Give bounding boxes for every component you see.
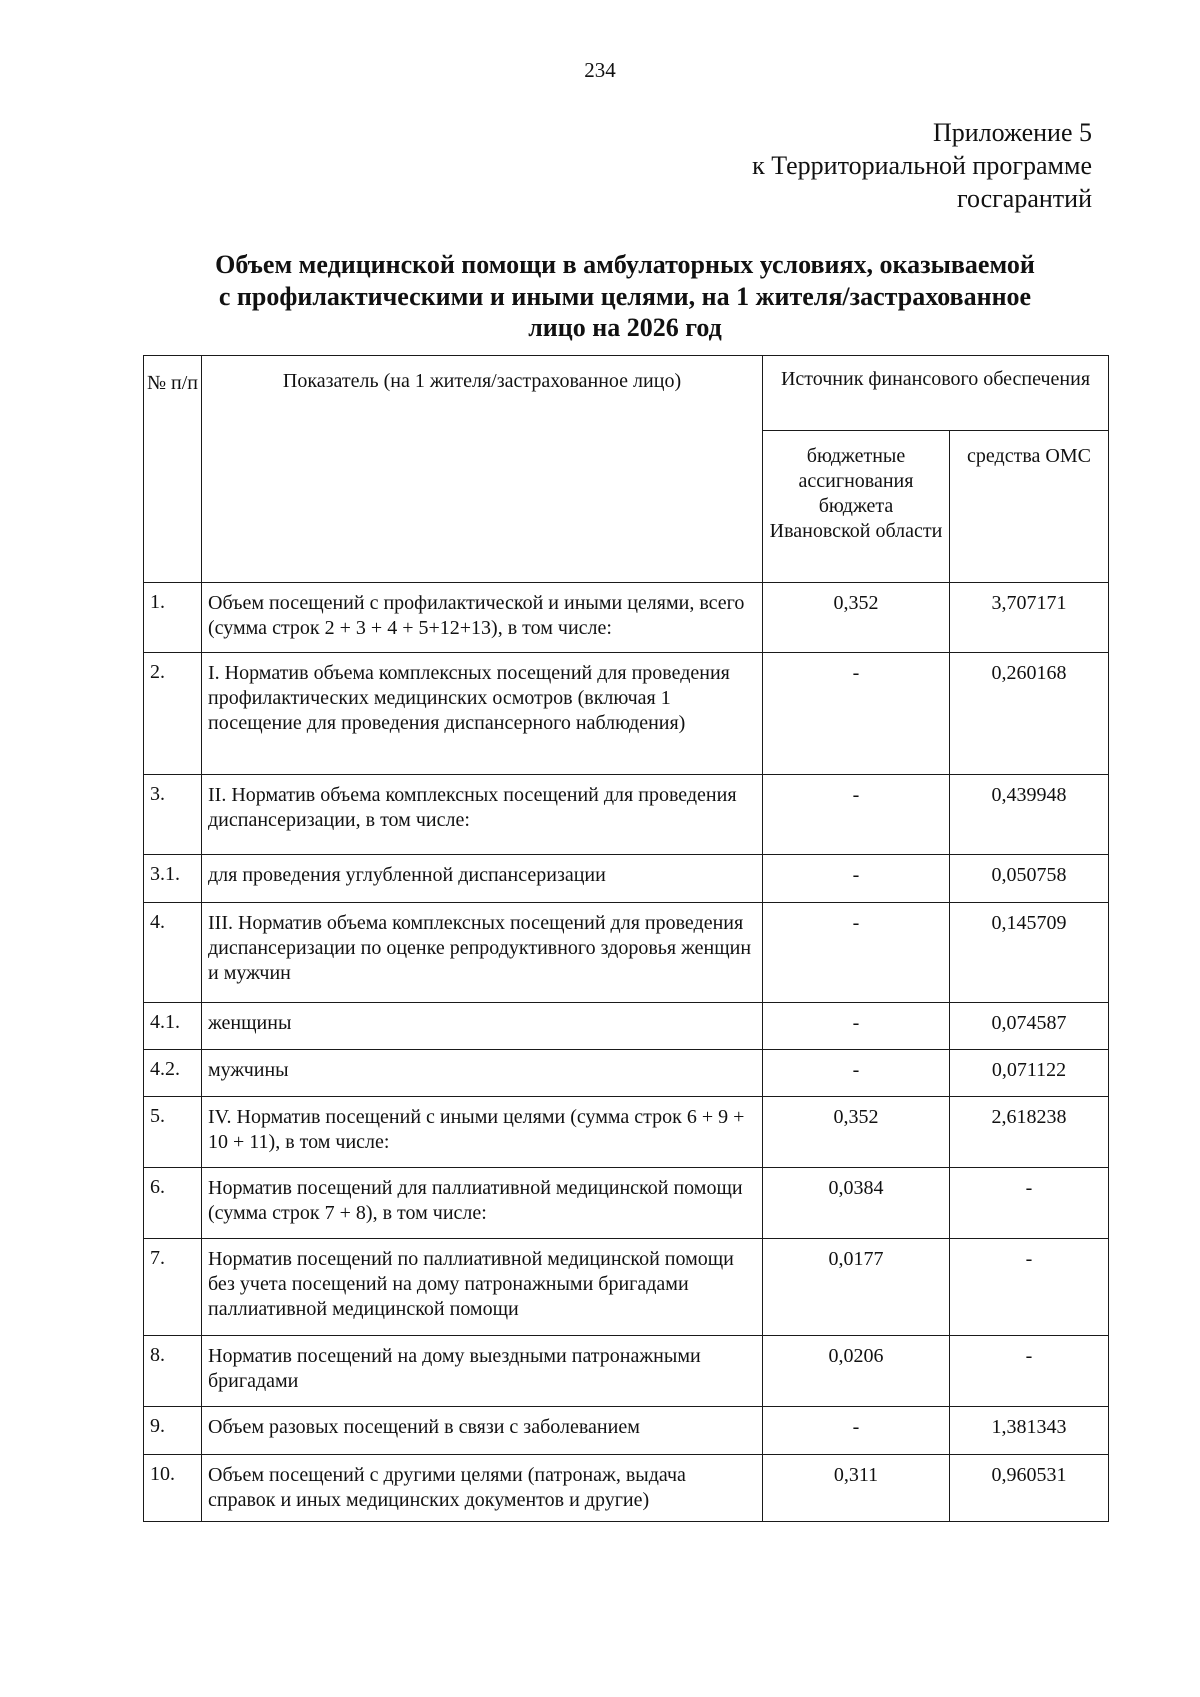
row-budget-value: - <box>763 1003 950 1050</box>
table-row <box>144 1003 1109 1050</box>
row-oms-value: - <box>950 1239 1109 1336</box>
row-oms-value: 2,618238 <box>950 1097 1109 1168</box>
table-row <box>144 1050 1109 1097</box>
row-number: 1. <box>144 583 202 653</box>
row-budget-value: 0,311 <box>763 1455 950 1522</box>
row-oms-value: 1,381343 <box>950 1407 1109 1455</box>
row-indicator: мужчины <box>202 1050 763 1097</box>
header-budget: бюджетные ассигнования бюджета Ивановской области <box>763 431 950 583</box>
header-source: Источник финансового обеспечения <box>763 356 1109 431</box>
row-budget-value: 0,352 <box>763 1097 950 1168</box>
row-indicator: Норматив посещений по паллиативной медицинской помощи без учета посещений на дому патронажными бригадами паллиативной медицинской помощи <box>202 1239 763 1336</box>
row-indicator: Объем разовых посещений в связи с заболеванием <box>202 1407 763 1455</box>
table-row <box>144 855 1109 903</box>
appendix-line-1: Приложение 5 <box>932 118 1092 147</box>
row-indicator: Объем посещений с профилактической и иными целями, всего (сумма строк 2 + 3 + 4 + 5+12+13), в том числе: <box>202 583 763 653</box>
table-row <box>144 1336 1109 1407</box>
table-row <box>144 1455 1109 1522</box>
row-budget-value: - <box>763 653 950 775</box>
row-budget-value: - <box>763 903 950 1003</box>
row-budget-value: - <box>763 1407 950 1455</box>
row-indicator: Норматив посещений для паллиативной медицинской помощи (сумма строк 7 + 8), в том числе: <box>202 1168 763 1239</box>
row-number: 5. <box>144 1097 202 1168</box>
header-indicator: Показатель (на 1 жителя/застрахованное лицо) <box>202 356 763 583</box>
table-row <box>144 1407 1109 1455</box>
row-number: 9. <box>144 1407 202 1455</box>
header-row <box>144 356 1109 431</box>
table-row <box>144 1168 1109 1239</box>
row-budget-value: 0,352 <box>763 583 950 653</box>
row-indicator: Объем посещений с другими целями (патронаж, выдача справок и иных медицинских документов и другие) <box>202 1455 763 1522</box>
row-number: 4. <box>144 903 202 1003</box>
row-oms-value: 0,439948 <box>950 775 1109 855</box>
row-indicator: женщины <box>202 1003 763 1050</box>
table-row <box>144 903 1109 1003</box>
row-oms-value: 0,960531 <box>950 1455 1109 1522</box>
table-body <box>144 356 1109 1522</box>
table-row <box>144 1097 1109 1168</box>
row-budget-value: 0,0206 <box>763 1336 950 1407</box>
title-line-2: с профилактическими и иными целями, на 1 жителя/застрахованное <box>218 281 1032 311</box>
row-number: 6. <box>144 1168 202 1239</box>
row-indicator: для проведения углубленной диспансеризации <box>202 855 763 903</box>
table-row <box>144 775 1109 855</box>
row-number: 2. <box>144 653 202 775</box>
row-indicator: I. Норматив объема комплексных посещений для проведения профилактических медицинских осмотров (включая 1 посещение для проведения диспансерного наблюдения) <box>202 653 763 775</box>
header-num: № п/п <box>144 356 202 583</box>
appendix-line-2: к Территориальной программе <box>752 151 1092 180</box>
row-budget-value: 0,0384 <box>763 1168 950 1239</box>
row-budget-value: - <box>763 855 950 903</box>
table-row <box>144 1239 1109 1336</box>
row-indicator: IV. Норматив посещений с иными целями (сумма строк 6 + 9 + 10 + 11), в том числе: <box>202 1097 763 1168</box>
row-number: 3.1. <box>144 855 202 903</box>
row-oms-value: 0,145709 <box>950 903 1109 1003</box>
row-indicator: Норматив посещений на дому выездными патронажными бригадами <box>202 1336 763 1407</box>
table-row <box>144 653 1109 775</box>
row-oms-value: 0,260168 <box>950 653 1109 775</box>
row-oms-value: 0,071122 <box>950 1050 1109 1097</box>
row-indicator: III. Норматив объема комплексных посещений для проведения диспансеризации по оценке репродуктивного здоровья женщин и мужчин <box>202 903 763 1003</box>
row-number: 8. <box>144 1336 202 1407</box>
row-budget-value: - <box>763 775 950 855</box>
appendix-line-3: госгарантий <box>956 184 1092 213</box>
row-oms-value: 3,707171 <box>950 583 1109 653</box>
title-line-3: лицо на 2026 год <box>528 313 722 342</box>
document-title <box>143 249 1107 344</box>
volume-table <box>143 355 1109 1522</box>
row-number: 7. <box>144 1239 202 1336</box>
row-number: 4.1. <box>144 1003 202 1050</box>
row-oms-value: - <box>950 1336 1109 1407</box>
row-budget-value: - <box>763 1050 950 1097</box>
row-oms-value: - <box>950 1168 1109 1239</box>
table-row <box>144 583 1109 653</box>
row-number: 10. <box>144 1455 202 1522</box>
row-oms-value: 0,074587 <box>950 1003 1109 1050</box>
title-line-1: Объем медицинской помощи в амбулаторных условиях, оказываемой <box>215 250 1035 279</box>
header-oms: средства ОМС <box>950 431 1109 583</box>
row-oms-value: 0,050758 <box>950 855 1109 903</box>
row-budget-value: 0,0177 <box>763 1239 950 1336</box>
page-number: 234 <box>584 58 616 82</box>
row-indicator: II. Норматив объема комплексных посещений для проведения диспансеризации, в том числе: <box>202 775 763 855</box>
row-number: 4.2. <box>144 1050 202 1097</box>
row-number: 3. <box>144 775 202 855</box>
appendix-heading <box>752 116 1092 215</box>
